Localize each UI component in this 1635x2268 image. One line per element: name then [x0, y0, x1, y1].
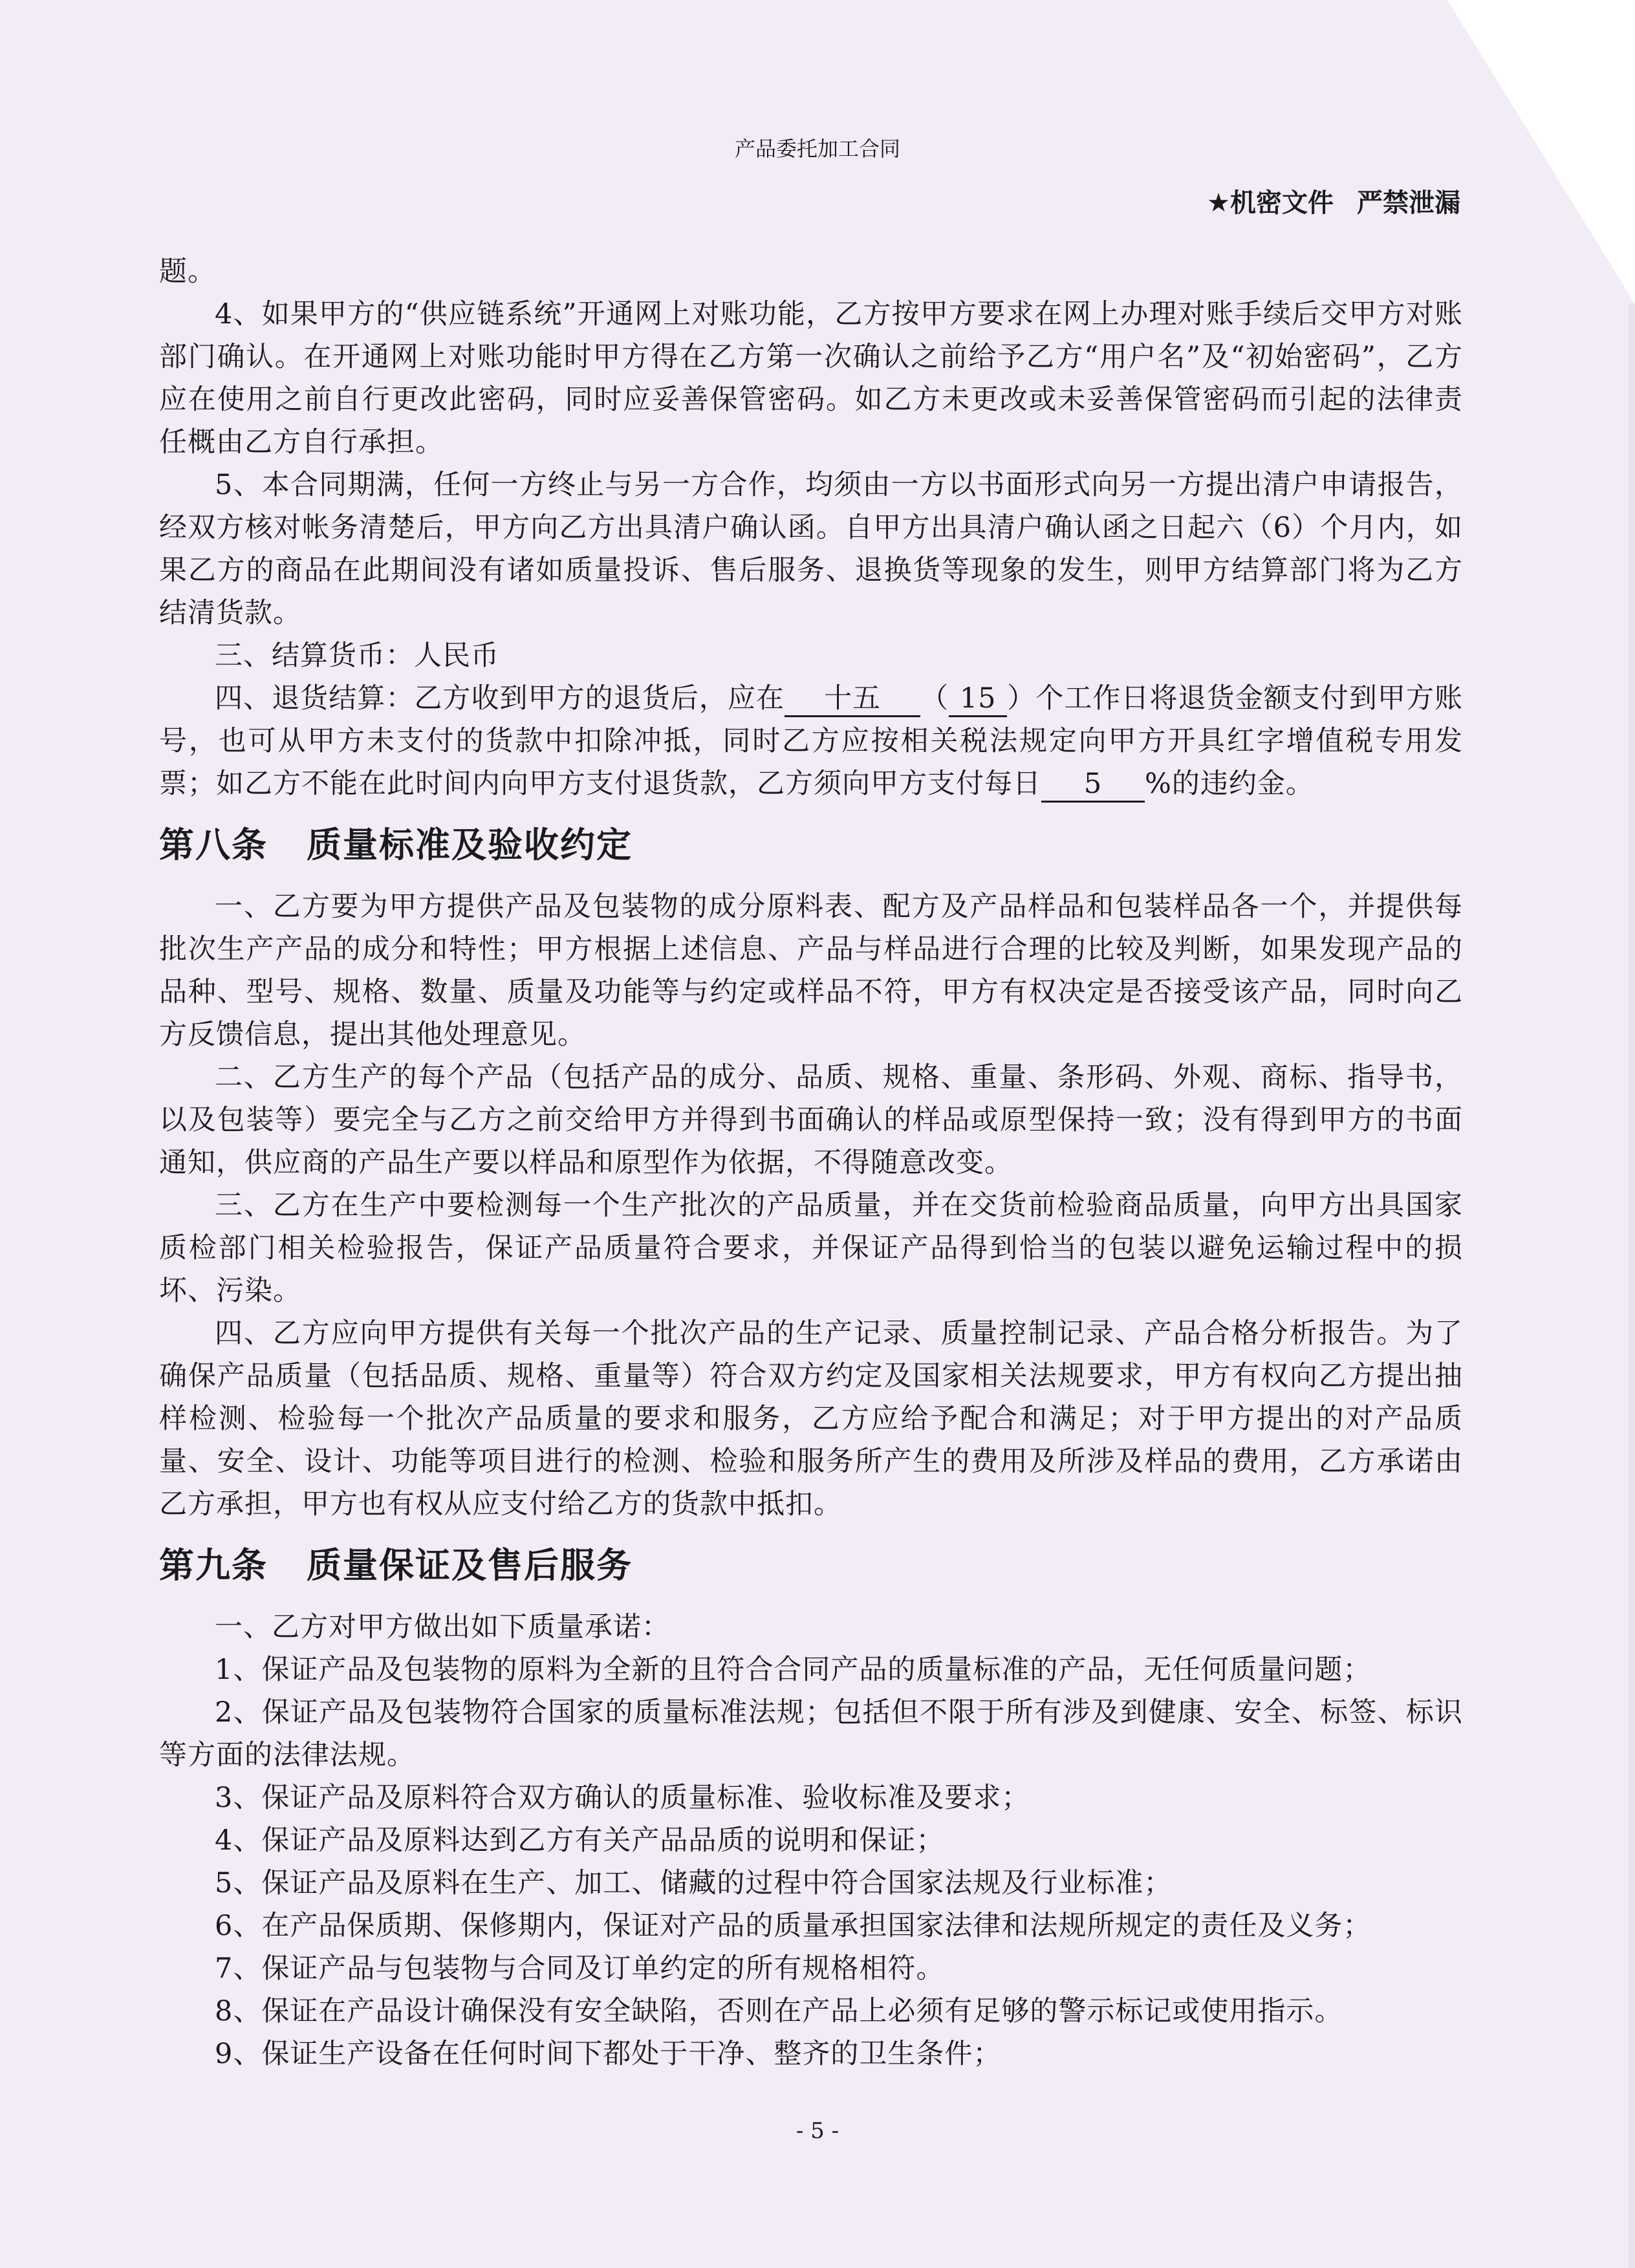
confidential-label — [1207, 182, 1460, 219]
paragraph: 四、乙方应向甲方提供有关每一个批次产品的生产记录、质量控制记录、产品合格分析报告。为了确保产品质量（包括品质、规格、重量等）符合双方约定及国家相关法规要求，甲方有权向乙方提出抽样检测、检验每一个批次产品质量的要求和服务，乙方应给予配合和满足；对于甲方提出的对产品质量、安全、设计、功能等项目进行的检测、检验和服务所产生的费用及所涉及样品的费用，乙方承诺由乙方承担，甲方也有权从应支付给乙方的货款中抵扣。 — [159, 1317, 1463, 1520]
list-item: 9、保证生产设备在任何时间下都处于干净、整齐的卫生条件； — [215, 2038, 1002, 2070]
days-number-blank: 15 — [949, 682, 1007, 717]
section-title: 质量标准及验收约定 — [307, 825, 633, 865]
section-title: 质量保证及售后服务 — [307, 1545, 633, 1586]
paragraph: 二、乙方生产的每个产品（包括产品的成分、品质、规格、重量、条形码、外观、商标、指导书，以及包装等）要完全与乙方之前交给甲方并得到书面确认的样品或原型保持一致；没有得到甲方的书面通知，供应商的产品生产要以样品和原型作为依据，不得随意改变。 — [159, 1061, 1463, 1179]
return-settlement-paragraph — [159, 677, 1463, 805]
list-item: 3、保证产品及原料符合双方确认的质量标准、验收标准及要求； — [215, 1782, 1030, 1814]
list-item: 5、保证产品及原料在生产、加工、储藏的过程中符合国家法规及行业标准； — [215, 1867, 1173, 1899]
paragraph: 4、如果甲方的“供应链系统”开通网上对账功能，乙方按甲方要求在网上办理对账手续后交甲方对账部门确认。在开通网上对账功能时甲方得在乙方第一次确认之前给予乙方“用户名”及“初始密码”，乙方应在使用之前自行更改此密码，同时应妥善保管密码。如乙方未更改或未妥善保管密码而引起的法律责任概由乙方自行承担。 — [159, 298, 1463, 459]
text: 四、退货结算：乙方收到甲方的退货后，应在 — [215, 682, 785, 715]
section-number: 第八条 — [159, 825, 268, 865]
text: ）个工作日将退货金额支付到甲方账号，也可从甲方未支付的货款中扣除冲抵，同时乙方应按相关税法规定向甲方开具红字增值税专用发票；如乙方不能在此时间内向甲方支付退货款，乙方须向甲方支付每日 — [159, 682, 1464, 800]
paragraph: 三、乙方在生产中要检测每一个生产批次的产品质量，并在交货前检验商品质量，向甲方出具国家质检部门相关检验报告，保证产品质量符合要求，并保证产品得到恰当的包装以避免运输过程中的损坏、污染。 — [159, 1189, 1463, 1307]
days-chinese-blank: 十五 — [785, 682, 920, 717]
list-item: 7、保证产品与包装物与合同及订单约定的所有规格相符。 — [215, 1952, 945, 1985]
list-item: 1、保证产品及包装物的原料为全新的且符合合同产品的质量标准的产品，无任何质量问题； — [215, 1654, 1372, 1686]
document-body — [159, 250, 1463, 2075]
text: （ — [920, 682, 949, 715]
list-item: 2、保证产品及包装物符合国家的质量标准法规；包括但不限于所有涉及到健康、安全、标签、标识等方面的法律法规。 — [159, 1696, 1463, 1771]
paragraph: 三、结算货币：人民币 — [215, 640, 499, 672]
confidential-text: 严禁泄漏 — [1357, 188, 1460, 218]
page-number: - 5 - — [796, 2118, 839, 2144]
paragraph: 5、本合同期满，任何一方终止与另一方合作，均须由一方以书面形式向另一方提出清户申请报告，经双方核对帐务清楚后，甲方向乙方出具清户确认函。自甲方出具清户确认函之日起六（6）个月内，如果乙方的商品在此期间没有诸如质量投诉、售后服务、退换货等现象的发生，则甲方结算部门将为乙方结清货款。 — [159, 469, 1463, 629]
text: %的违约金。 — [1145, 768, 1314, 800]
list-item: 4、保证产品及原料达到乙方有关产品品质的说明和保证； — [215, 1824, 945, 1857]
paragraph: 一、乙方要为甲方提供产品及包装物的成分原料表、配方及产品样品和包装样品各一个，并提供每批次生产产品的成分和特性；甲方根据上述信息、产品与样品进行合理的比较及判断，如果发现产品的品种、型号、规格、数量、质量及功能等与约定或样品不符，甲方有权决定是否接受该产品，同时向乙方反馈信息，提出其他处理意见。 — [159, 891, 1463, 1051]
penalty-rate-blank: 5 — [1041, 767, 1145, 803]
list-item: 6、在产品保质期、保修期内，保证对产品的质量承担国家法律和法规所规定的责任及义务； — [215, 1910, 1372, 1942]
paragraph: 一、乙方对甲方做出如下质量承诺： — [215, 1611, 670, 1643]
confidential-star: ★机密文件 — [1207, 188, 1334, 218]
list-item: 8、保证在产品设计确保没有安全缺陷，否则在产品上必须有足够的警示标记或使用指示。 — [215, 1995, 1343, 2027]
running-title: 产品委托加工合同 — [734, 136, 900, 161]
page-edge — [1629, 304, 1635, 2268]
section-heading-8 — [159, 805, 1463, 885]
section-number: 第九条 — [159, 1545, 268, 1586]
section-heading-9 — [159, 1526, 1463, 1606]
paragraph: 题。 — [159, 255, 216, 288]
